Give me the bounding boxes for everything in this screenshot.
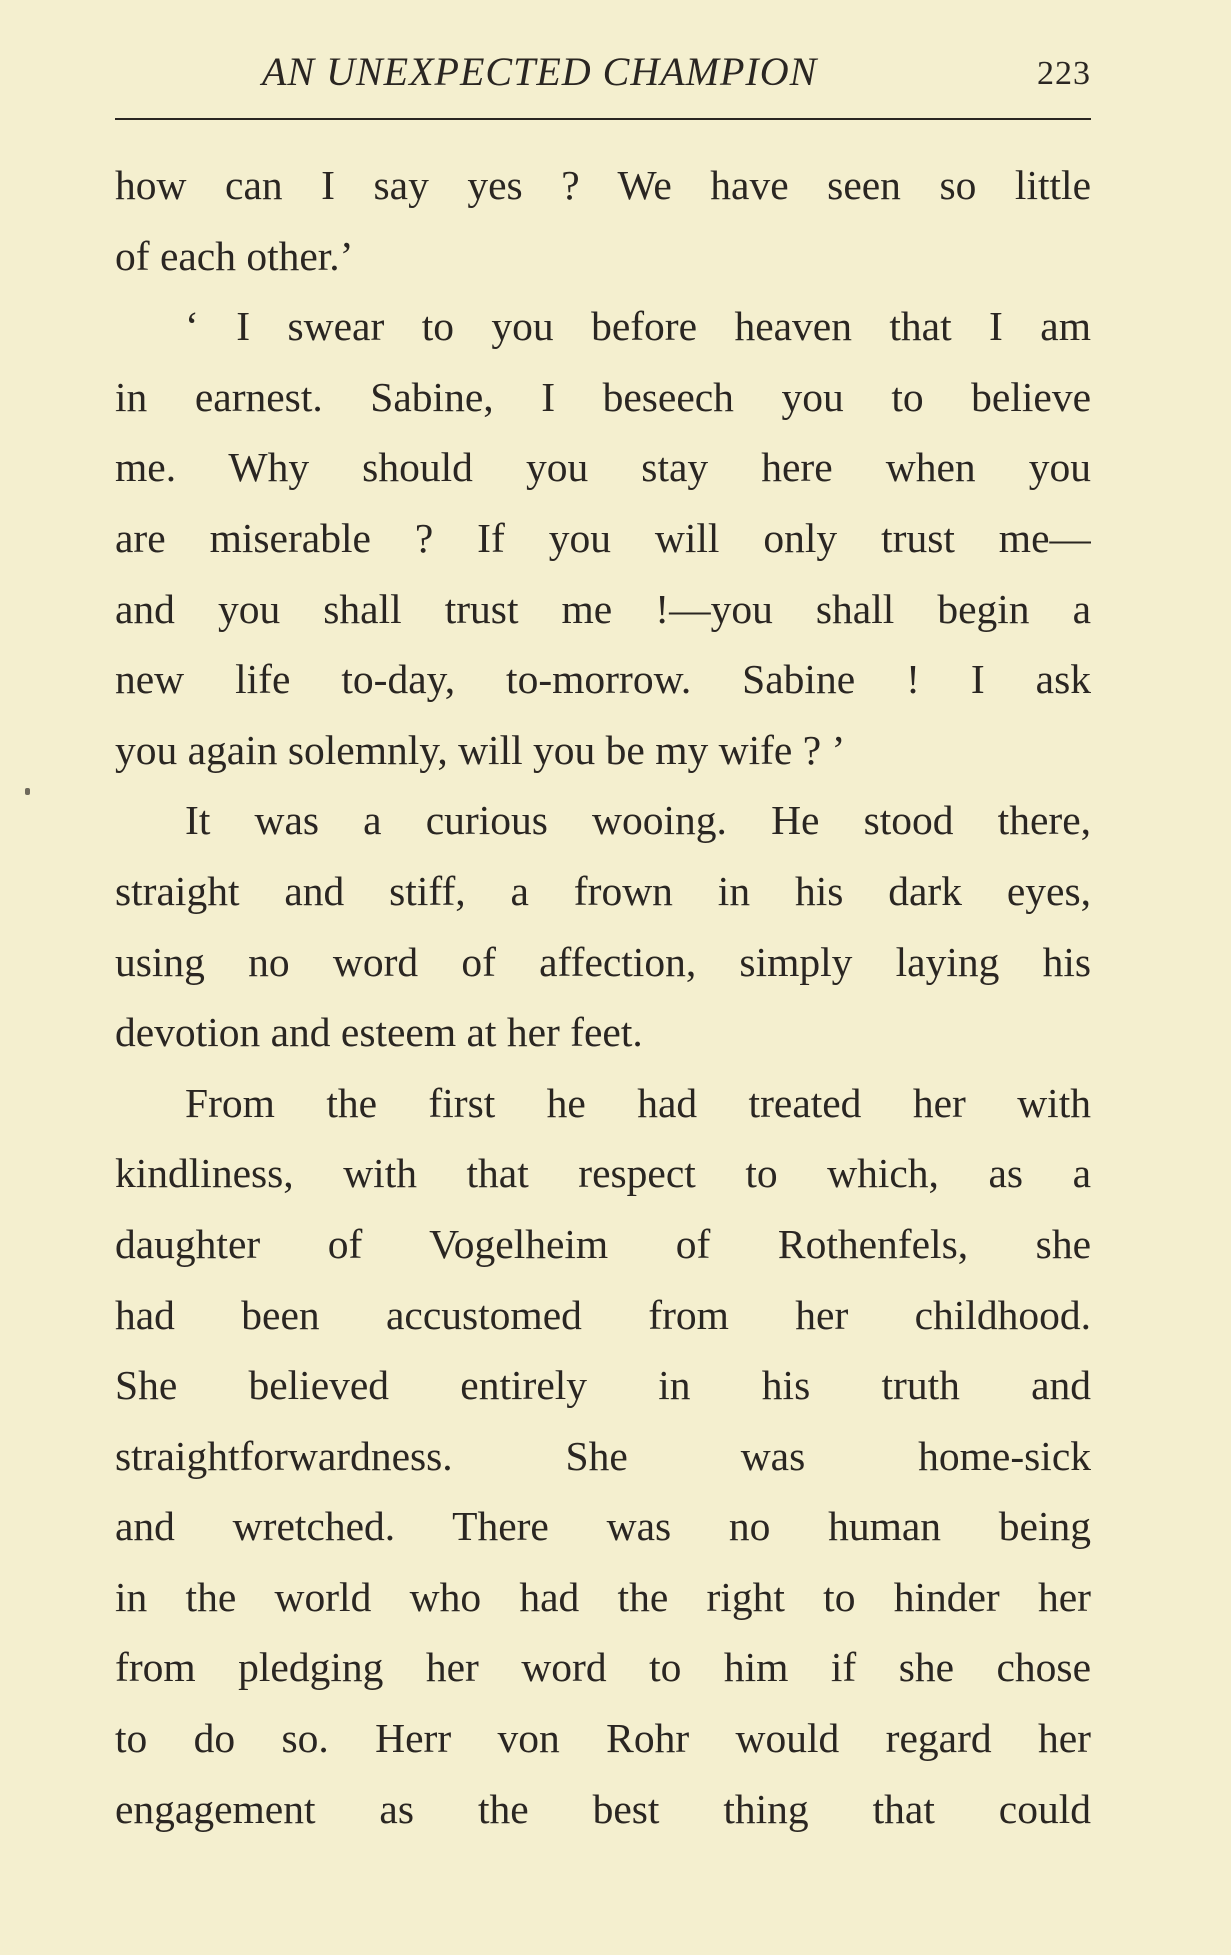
text-line: had been accustomed from her childhood. [115, 1291, 1091, 1338]
text-line: me. Why should you stay here when you [115, 444, 1091, 491]
page-number: 223 [1037, 55, 1091, 92]
text-line: devotion and esteem at her feet. [115, 1009, 643, 1056]
text-line: to do so. Herr von Rohr would regard her [115, 1715, 1091, 1762]
text-line: straightforwardness. She was home-sick [115, 1432, 1091, 1479]
running-title: AN UNEXPECTED CHAMPION [262, 49, 818, 94]
text-line: She believed entirely in his truth and [115, 1362, 1091, 1409]
text-line: in the world who had the right to hinder her [115, 1573, 1091, 1620]
text-line: straight and stiff, a frown in his dark eyes, [115, 867, 1091, 914]
text-line: in earnest. Sabine, I beseech you to believe [115, 373, 1091, 420]
text-line: It was a curious wooing. He stood there, [185, 797, 1091, 844]
header-rule [115, 118, 1091, 120]
text-line: and wretched. There was no human being [115, 1503, 1091, 1550]
paper-speck [25, 788, 30, 795]
text-line: daughter of Vogelheim of Rothenfels, she [115, 1220, 1091, 1267]
text-line: kindliness, with that respect to which, as a [115, 1150, 1091, 1197]
text-line: ‘ I swear to you before heaven that I am [185, 303, 1091, 350]
text-line: From the first he had treated her with [185, 1079, 1091, 1126]
text-line: using no word of affection, simply laying his [115, 938, 1091, 985]
running-head [115, 46, 1091, 98]
body-text [115, 150, 1091, 1844]
text-line: are miserable ? If you will only trust me— [115, 514, 1091, 561]
text-line: of each other.’ [115, 232, 354, 279]
text-line: how can I say yes ? We have seen so little [115, 162, 1091, 208]
text-line: and you shall trust me !—you shall begin a [115, 585, 1091, 632]
text-line: you again solemnly, will you be my wife ? ’ [115, 726, 846, 773]
text-line: new life to-day, to-morrow. Sabine ! I ask [115, 656, 1091, 703]
text-line: engagement as the best thing that could [115, 1785, 1091, 1832]
text-line: from pledging her word to him if she chose [115, 1644, 1091, 1691]
